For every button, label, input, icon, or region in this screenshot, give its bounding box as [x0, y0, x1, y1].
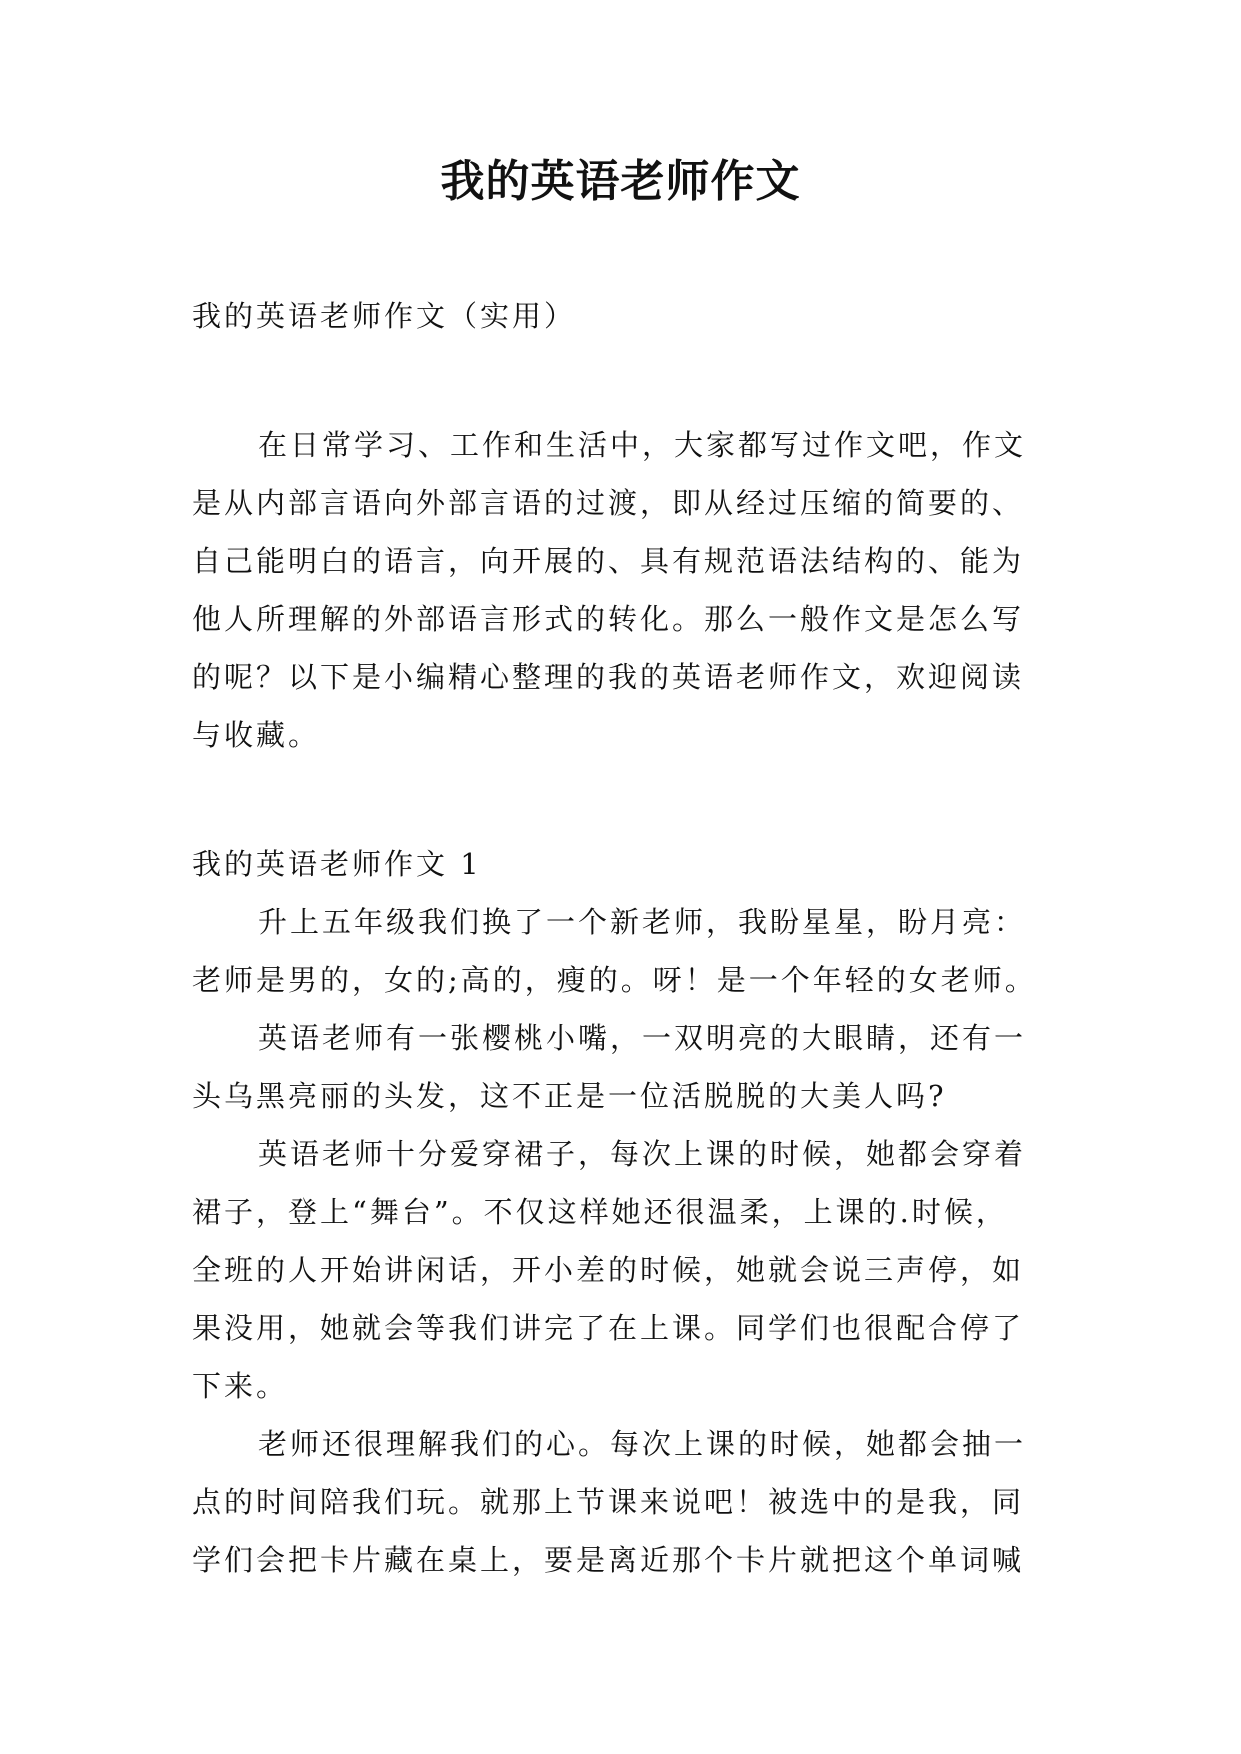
essay-section-1	[192, 835, 1082, 1589]
essay-line: 英语老师十分爱穿裙子，每次上课的时候，她都会穿着	[258, 1137, 1027, 1171]
essay-line: 果没用，她就会等我们讲完了在上课。同学们也很配合停了	[192, 1311, 1025, 1345]
essay-line: 老师是男的，女的;高的，瘦的。呀！是一个年轻的女老师。	[192, 963, 1037, 997]
document-body	[192, 287, 1082, 1589]
intro-line: 在日常学习、工作和生活中，大家都写过作文吧，作文	[258, 428, 1027, 462]
section-heading: 我的英语老师作文 1	[192, 847, 482, 881]
essay-line: 下来。	[192, 1369, 289, 1403]
intro-line: 他人所理解的外部语言形式的转化。那么一般作文是怎么写	[192, 602, 1025, 636]
essay-line: 英语老师有一张樱桃小嘴，一双明亮的大眼睛，还有一	[258, 1021, 1027, 1055]
intro-line: 的呢？以下是小编精心整理的我的英语老师作文，欢迎阅读	[192, 660, 1025, 694]
essay-line: 点的时间陪我们玩。就那上节课来说吧！被选中的是我，同	[192, 1485, 1025, 1519]
essay-line: 头乌黑亮丽的头发，这不正是一位活脱脱的大美人吗?	[192, 1079, 947, 1113]
essay-line: 升上五年级我们换了一个新老师，我盼星星，盼月亮：	[258, 905, 1027, 939]
intro-line: 是从内部言语向外部言语的过渡，即从经过压缩的简要的、	[192, 486, 1025, 520]
essay-line: 老师还很理解我们的心。每次上课的时候，她都会抽一	[258, 1427, 1027, 1461]
intro-line: 与收藏。	[192, 718, 321, 752]
intro-line: 自己能明白的语言，向开展的、具有规范语法结构的、能为	[192, 544, 1025, 578]
document-subtitle: 我的英语老师作文（实用）	[192, 299, 577, 333]
essay-line: 学们会把卡片藏在桌上，要是离近那个卡片就把这个单词喊	[192, 1543, 1025, 1577]
document-title: 我的英语老师作文	[440, 156, 801, 207]
intro-paragraph	[192, 416, 1082, 764]
essay-line: 全班的人开始讲闲话，开小差的时候，她就会说三声停，如	[192, 1253, 1025, 1287]
essay-line: 裙子，登上“舞台”。不仅这样她还很温柔，上课的.时候，	[192, 1195, 1008, 1229]
